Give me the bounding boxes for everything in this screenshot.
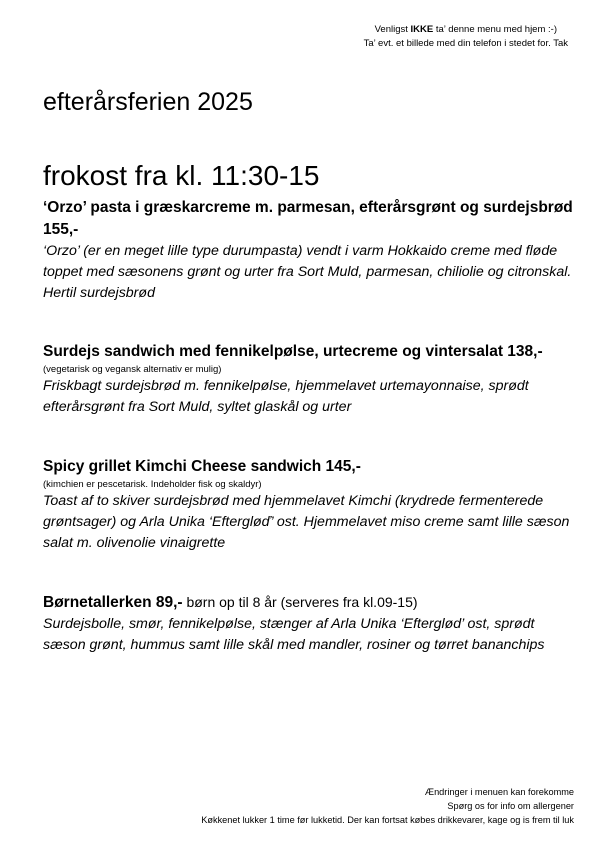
notice-line-1 — [364, 23, 568, 37]
menu-item-title: ‘Orzo’ pasta i græskarcreme m. parmesan, efterårsgrønt og surdejsbrød 155,- — [43, 199, 573, 238]
menu-item-note: (vegetarisk og vegansk alternativ er mulig) — [43, 364, 222, 375]
menu-item-note: (kimchien er pescetarisk. Indeholder fisk og skaldyr) — [43, 479, 262, 490]
footer-line-changes: Ændringer i menuen kan forekomme — [424, 787, 574, 797]
menu-item-title: Surdejs sandwich med fennikelpølse, urtecreme og vintersalat 138,- — [43, 343, 543, 360]
menu-item-description: Toast af to skiver surdejsbrød med hjemmelavet Kimchi (krydrede fermenterede grøntsager) og Arla Unika ‘Eftergløď’ ost. Hjemmelavet miso creme samt lille sæson salat m. olivenolie vinaigrette — [43, 493, 570, 551]
footer-line-allergens: Spørg os for info om allergener — [447, 801, 574, 811]
notice-suffix: ta’ denne menu med hjem :-) — [433, 24, 557, 35]
menu-item-description: Friskbagt surdejsbrød m. fennikelpølse, hjemmelavet urtemayonnaise, sprødt efterårsgrønt fra Sort Muld, syltet glaskål og urter — [43, 378, 529, 415]
menu-item-title: Spicy grillet Kimchi Cheese sandwich 145,- — [43, 458, 361, 475]
take-home-notice — [364, 23, 568, 51]
footer-notes — [201, 785, 574, 827]
footer-line-kitchen: Køkkenet lukker 1 time før lukketid. Der kan fortsat købes drikkevarer, kage og is frem til luk — [201, 815, 574, 825]
season-title: efterårsferien 2025 — [43, 88, 253, 116]
menu-item-kids — [43, 591, 573, 656]
menu-item-sandwich — [43, 341, 573, 418]
lunch-title: frokost fra kl. 11:30-15 — [43, 160, 320, 191]
menu-item-description: Surdejsbolle, smør, fennikelpølse, stænger af Arla Unika ‘Efterglød’ ost, sprødt sæson grønt, hummus samt lille skål med mandler, rosiner og tørret bananchips — [43, 616, 545, 653]
menu-item-title: Børnetallerken 89,- — [43, 594, 183, 611]
menu-item-description: ‘Orzo’ (er en meget lille type durumpasta) vendt i varm Hokkaido creme med fløde toppet med sæsonens grønt og urter fra Sort Muld, parmesan, chiliolie og citronskal. Hertil surdejsbrød — [43, 243, 572, 301]
menu-item-title-row — [43, 591, 573, 614]
menu-item-age-info: børn op til 8 år (serveres fra kl.09-15) — [182, 594, 418, 610]
menu-item-kimchi — [43, 456, 573, 554]
notice-emphasis: IKKE — [410, 24, 434, 35]
menu-item-orzo — [43, 197, 573, 304]
notice-line-2: Ta’ evt. et billede med din telefon i stedet for. Tak — [363, 38, 568, 49]
notice-prefix: Venligst — [374, 24, 411, 35]
